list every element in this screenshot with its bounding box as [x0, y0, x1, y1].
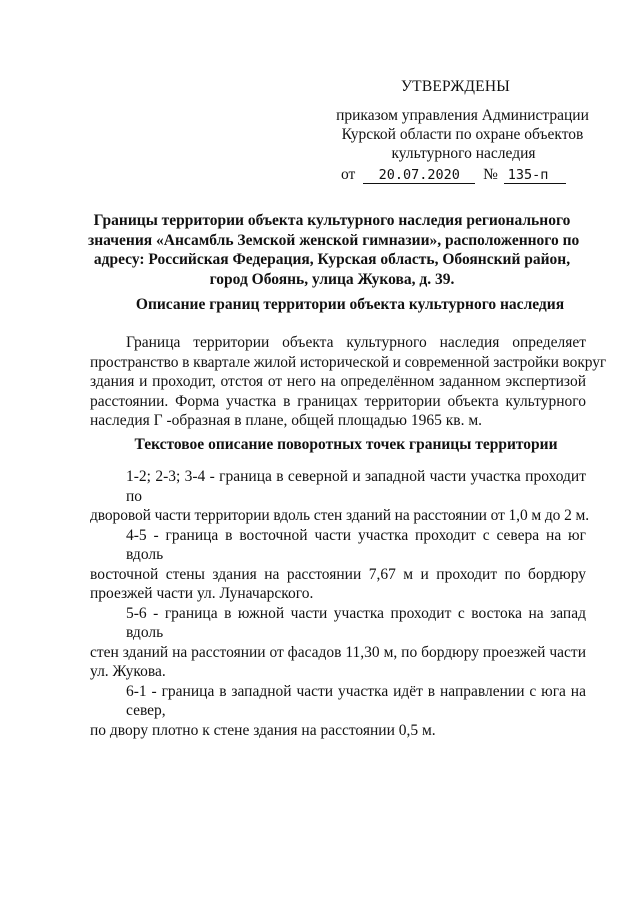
number-prefix: №: [483, 166, 498, 183]
title-line: Границы территории объекта культурного наследия регионального: [93, 212, 571, 229]
paragraph-line: 6-1 - граница в западной части участка идёт в направлении с юга на север,: [126, 682, 586, 719]
approved-heading: УТВЕРЖДЕНЫ: [401, 78, 510, 95]
order-date-number-row: [341, 166, 566, 184]
turning-points-paragraph: [90, 467, 589, 740]
order-date: 20.07.2020: [363, 167, 475, 184]
paragraph-line: наследия Г -образная в плане, общей площадью 1965 кв. м.: [90, 412, 483, 429]
date-prefix: от: [341, 166, 356, 183]
approval-order-line: Курской области по охране объектов: [341, 126, 584, 143]
approval-block: [300, 77, 610, 163]
approval-order-text: [300, 106, 605, 163]
paragraph-line: проезжей части ул. Луначарского.: [90, 585, 314, 602]
title-line: значения «Ансамбль Земской женской гимназии», расположенного по: [88, 231, 580, 249]
paragraph-line: Граница территории объекта культурного наследия определяет: [126, 334, 586, 351]
approval-order-line: приказом управления Администрации: [336, 107, 589, 124]
title-line: город Обоянь, улица Жукова, д. 39.: [209, 270, 455, 288]
paragraph-line: стен зданий на расстоянии от фасадов 11,30 м, по бордюру проезжей части: [90, 643, 586, 661]
paragraph-line: 4-5 - граница в восточной части участка проходит с севера на юг вдоль: [126, 526, 586, 563]
approval-order-line: культурного наследия: [391, 145, 536, 162]
paragraph-line: дворовой части территории вдоль стен зданий на расстоянии от 1,0 м до 2 м.: [90, 507, 589, 524]
title-line: адресу: Российская Федерация, Курская область, Обоянский район,: [93, 251, 571, 268]
section-heading-boundaries: Описание границ территории объекта культурного наследия: [135, 296, 565, 313]
paragraph-line: здания и проходит, отстоя от него на определённом заданном экспертизой: [90, 373, 586, 390]
paragraph-line: восточной стены здания на расстоянии 7,67 м и проходит по бордюру: [90, 565, 586, 583]
paragraph-line: ул. Жукова.: [90, 663, 166, 680]
document-title: [88, 211, 580, 289]
paragraph-line: расстоянии. Форма участка в границах территории объекта культурного: [90, 392, 586, 410]
paragraph-line: 5-6 - граница в южной части участка проходит с востока на запад вдоль: [126, 604, 586, 641]
boundary-description-paragraph: [90, 333, 607, 431]
paragraph-line: пространство в квартале жилой исторической и современной застройки вокруг: [90, 353, 607, 371]
paragraph-line: по двору плотно к стене здания на расстоянии 0,5 м.: [90, 721, 436, 739]
order-number: 135-п: [504, 167, 566, 184]
paragraph-line: 1-2; 2-3; 3-4 - граница в северной и западной части участка проходит по: [126, 468, 586, 505]
section-heading-turning-points: Текстовое описание поворотных точек границы территории: [134, 436, 558, 453]
